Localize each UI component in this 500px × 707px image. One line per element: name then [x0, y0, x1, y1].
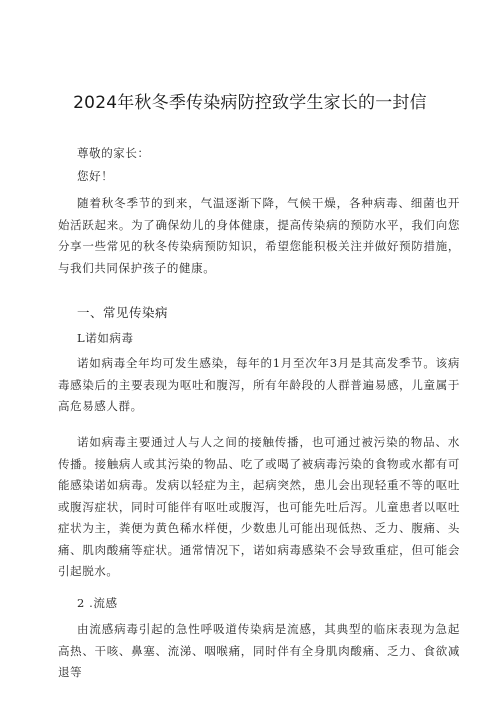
- subheading-influenza: 2 .流感: [77, 596, 118, 610]
- document-title: 2024年秋冬季传染病防控致学生家长的一封信: [73, 93, 427, 113]
- greeting: 您好！: [77, 169, 114, 183]
- section-heading-common-diseases: 一、常见传染病: [77, 305, 169, 320]
- norovirus-paragraph-1: 诺如病毒全年均可发生感染，每年的1月至次年3月是其高发季节。该病毒感染后的主要表现为呕吐和腹泻，所有年龄段的人群普遍易感，儿童属于高危易感人群。: [58, 356, 460, 413]
- intro-paragraph: 随着秋冬季节的到来，气温逐渐下降，气候干燥，各种病毒、细菌也开始活跃起来。为了确保幼儿的身体健康，提高传染病的预防水平，我们向您分享一些常见的秋冬传染病预防知识，希望您能积极关注并做好预防措施，与我们共同保护孩子的健康。: [58, 196, 460, 275]
- norovirus-paragraph-2: 诺如病毒主要通过人与人之间的接触传播，也可通过被污染的物品、水传播。接触病人或其污染的物品、吃了或喝了被病毒污染的食物或水都有可能感染诺如病毒。发病以轻症为主，起病突然，患儿会出现轻重不等的呕吐或腹泻症状，同时可能伴有呕吐或腹泻，也可能先吐后泻。儿童患者以呕吐症状为主，粪便为黄色稀水样便，少数患儿可能出现低热、乏力、腹痛、头痛、肌肉酸痛等症状。通常情况下，诺如病毒感染不会导致重症，但可能会引起脱水。: [58, 435, 460, 578]
- subheading-norovirus: L诺如病毒: [77, 331, 134, 345]
- influenza-paragraph-1: 由流感病毒引起的急性呼吸道传染病是流感，其典型的临床表现为急起高热、干咳、鼻塞、流涕、咽喉痛，同时伴有全身肌肉酸痛、乏力、食欲减退等: [58, 622, 460, 679]
- salutation: 尊敬的家长：: [77, 146, 150, 160]
